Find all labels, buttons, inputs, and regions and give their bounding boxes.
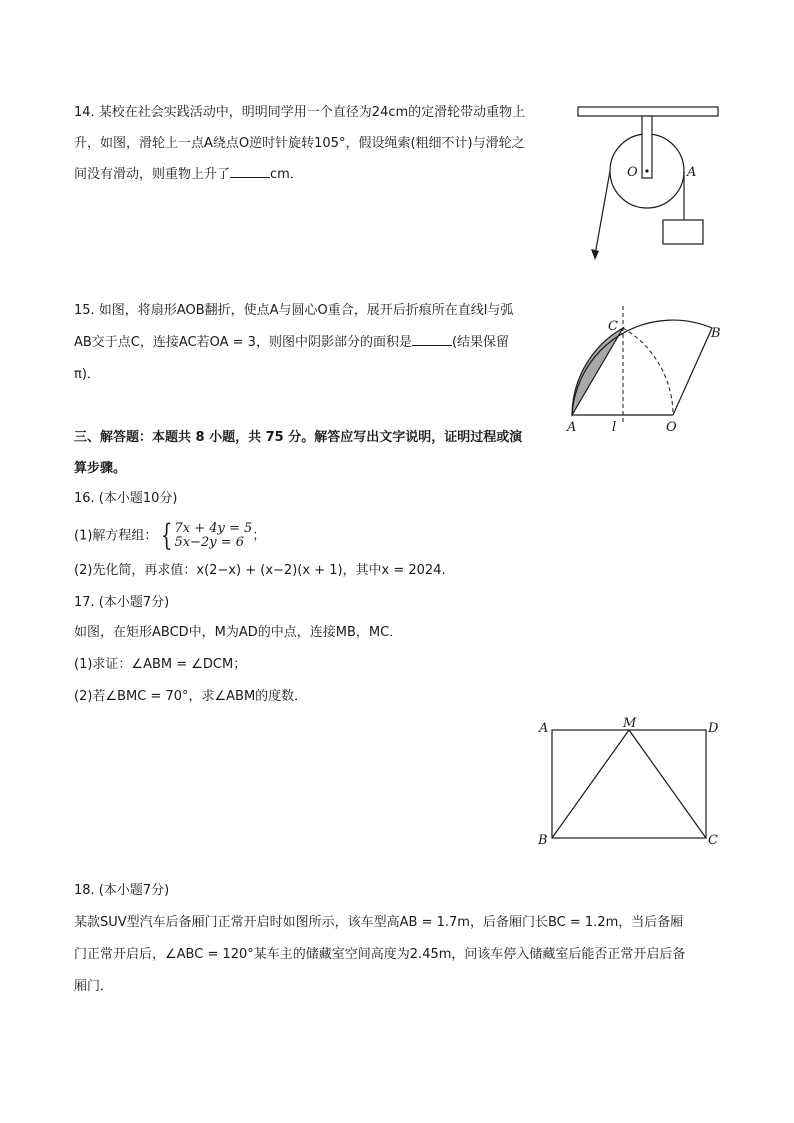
q17-line-1: 如图，在矩形ABCD中，M为AD的中点，连接MB，MC． xyxy=(74,625,403,640)
equation-1: 7x + 4y = 5 xyxy=(174,521,253,536)
q16-heading: 16. (本小题10分) xyxy=(74,491,178,506)
q15-line-2-text: AB交于点C，连接AC若OA = 3，则图中阴影部分的面积是 xyxy=(74,335,412,350)
q14-line-2: 升，如图，滑轮上一点A绕点O逆时针旋转105°，假设绳索(粗细不计)与滑轮之 xyxy=(74,136,525,151)
q17-line-2: (1)求证：∠ABM = ∠DCM； xyxy=(74,657,247,672)
q17-label-C: C xyxy=(708,833,718,848)
q15-sector-figure xyxy=(560,300,730,440)
q17-rectangle-figure xyxy=(530,710,730,855)
q17-heading: 17. (本小题7分) xyxy=(74,595,170,610)
q18-heading: 18. (本小题7分) xyxy=(74,883,170,898)
q17-label-A: A xyxy=(539,721,549,736)
q16-part-1-text: (1)解方程组： xyxy=(74,528,158,544)
q16-part-1 xyxy=(74,518,266,553)
q15-label-A: A xyxy=(567,420,577,435)
q14-line-3 xyxy=(74,165,303,185)
q18-line-1: 某款SUV型汽车后备厢门正常开启时如图所示，该车型高AB = 1.7m，后备厢门长BC = 1.2m，当后备厢 xyxy=(74,915,684,930)
q14-label-A: A xyxy=(687,165,697,180)
q15-line-3: π)． xyxy=(74,367,100,382)
q14-line-3-text: 间没有滑动，则重物上升了 xyxy=(74,167,231,182)
q17-label-D: D xyxy=(708,721,719,736)
q16-part-1-end: ； xyxy=(252,528,266,544)
q15-answer-blank xyxy=(412,333,452,346)
q14-answer-blank xyxy=(230,165,270,178)
q17-label-M: M xyxy=(623,716,637,731)
q14-label-O: O xyxy=(627,165,638,180)
q15-line-1: 15. 如图，将扇形AOB翻折，使点A与圆心O重合，展开后折痕所在直线l与弧 xyxy=(74,303,514,318)
q18-line-3: 厢门． xyxy=(74,979,114,994)
q15-line-2 xyxy=(74,333,509,353)
q15-label-O: O xyxy=(666,420,677,435)
section-3-line-2: 算步骤。 xyxy=(74,461,127,476)
q18-line-2: 门正常开启后，∠ABC = 120°某车主的储藏室空间高度为2.45m，问该车停入储藏室后能否正常开启后备 xyxy=(74,947,686,962)
q16-part-2: (2)先化简，再求值：x(2−x) + (x−2)(x + 1)，其中x = 2024. xyxy=(74,563,446,578)
q15-label-l: l xyxy=(612,420,617,435)
q15-label-B: B xyxy=(711,326,721,341)
q17-label-B: B xyxy=(538,833,548,848)
equation-2: 5x−2y = 6 xyxy=(174,535,245,550)
q17-line-3: (2)若∠BMC = 70°，求∠ABM的度数． xyxy=(74,689,308,704)
q14-line-3-unit: cm． xyxy=(270,167,303,182)
section-3-line-1: 三、解答题：本题共 8 小题，共 75 分。解答应写出文字说明，证明过程或演 xyxy=(74,430,523,445)
q14-line-1: 14. 某校在社会实践活动中，明明同学用一个直径为24cm的定滑轮带动重物上 xyxy=(74,105,526,120)
q15-line-2-end: (结果保留 xyxy=(451,335,510,350)
equation-system xyxy=(175,522,253,550)
q15-label-C: C xyxy=(608,319,618,334)
brace-symbol: { xyxy=(161,518,173,553)
q14-pulley-figure xyxy=(570,100,730,270)
